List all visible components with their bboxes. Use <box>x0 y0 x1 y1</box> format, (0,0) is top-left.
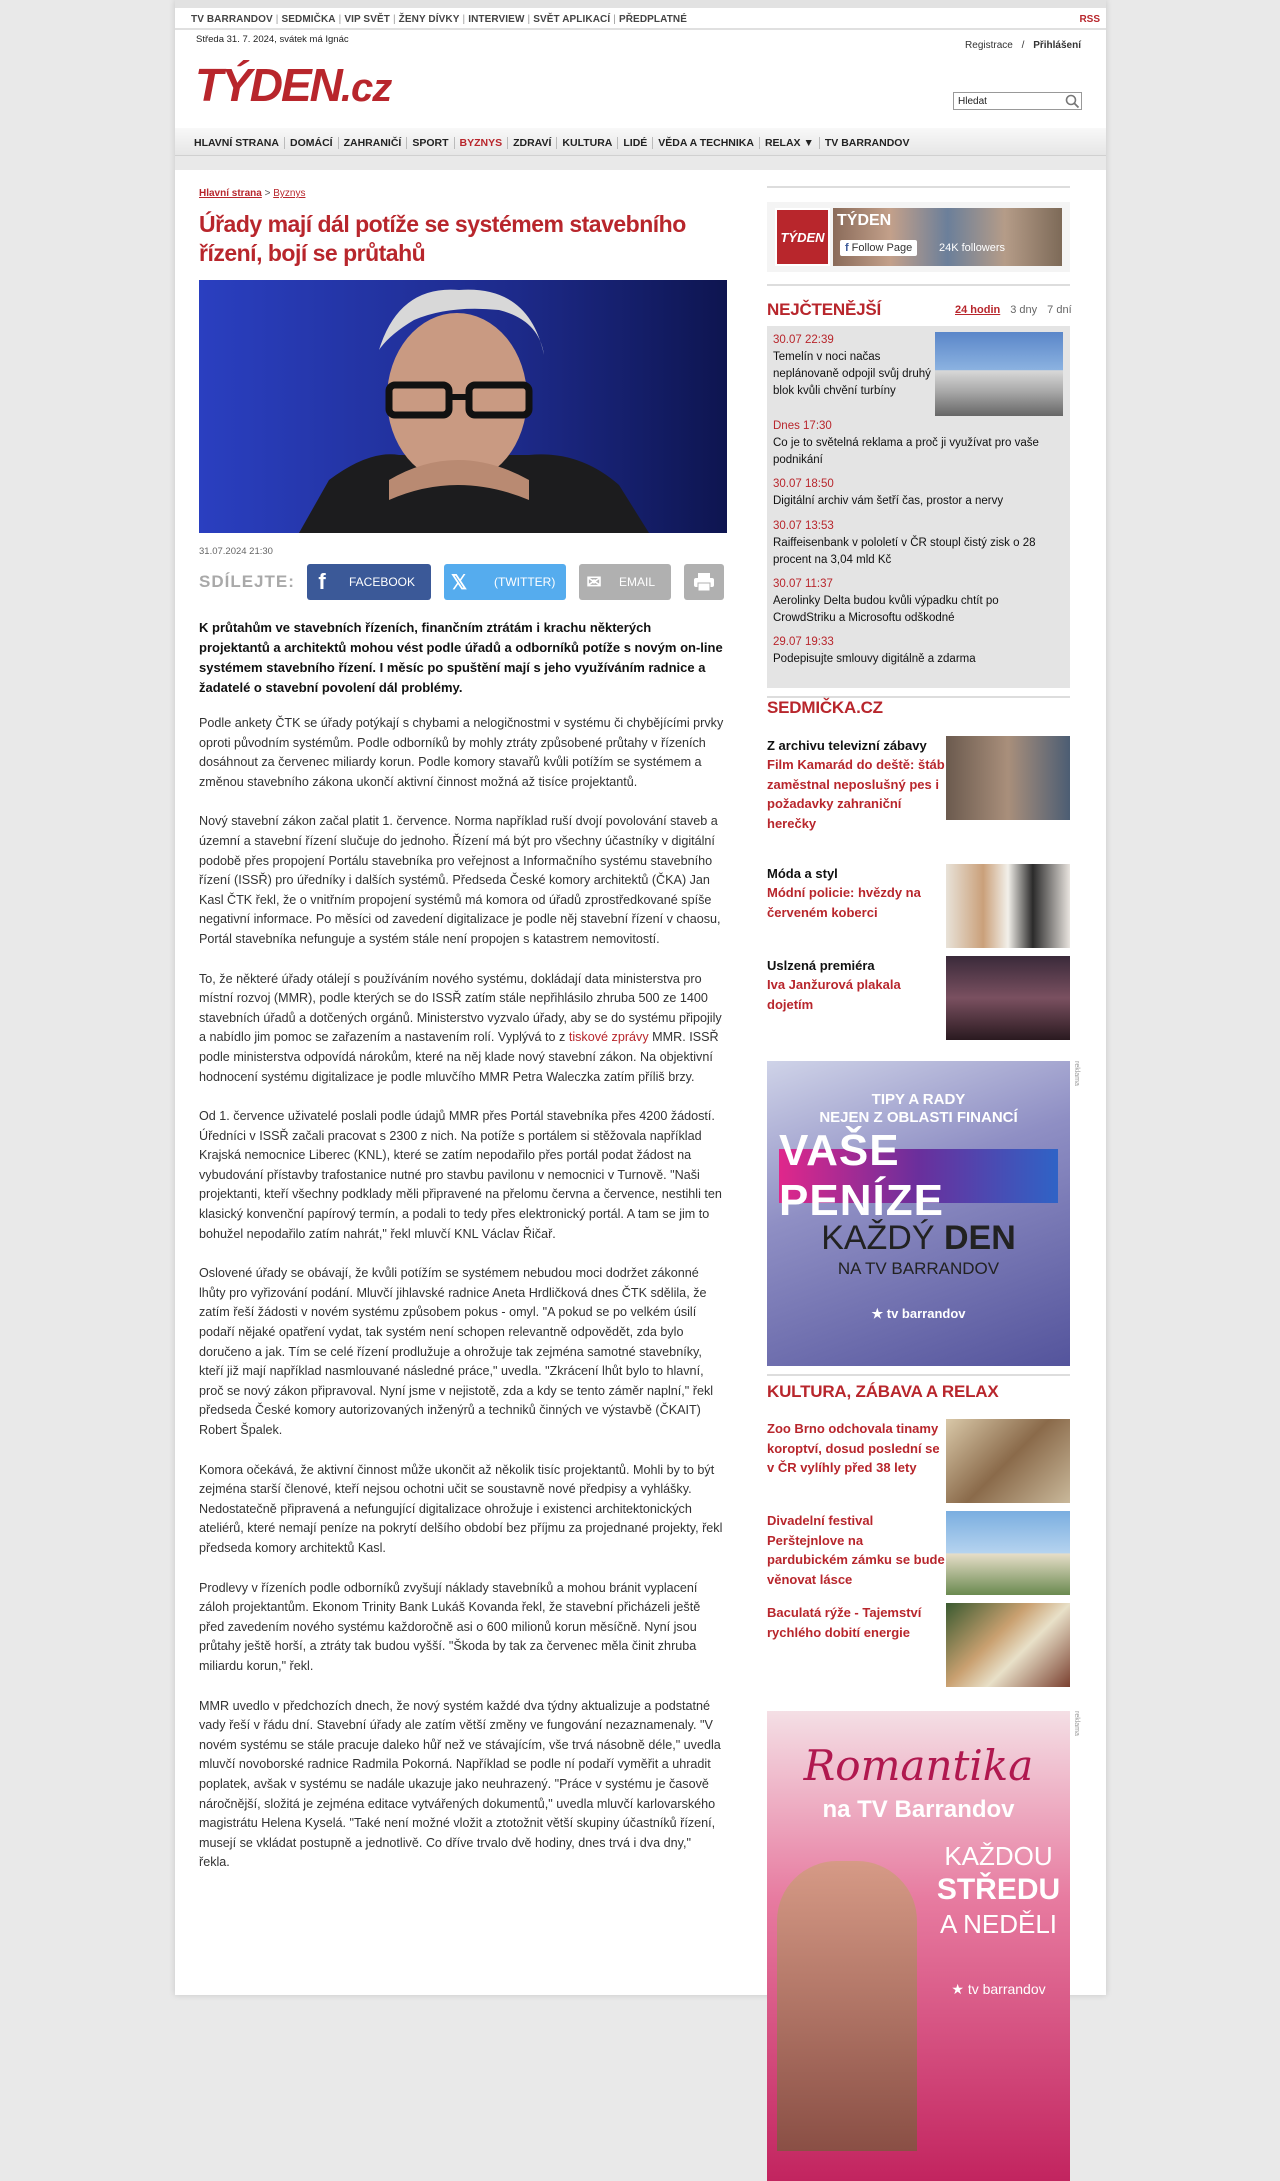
item-thumbnail <box>946 1511 1070 1595</box>
paragraph-text: To, že některé úřady otálejí s používáním nového systému, dokládají data ministerstva pro místní rozvoj (MMR), podle kterých se do ISSŘ zatím stále nepřihlásilo zhruba 500 ze 1400 stavebních úřadů a dotčených orgánů. Ministerstvo vyzvalo úřady, aby se do systému připojily a nabídlo jim pomoc se zařazením a nastavením rolí. Vyplývá to z <box>199 971 722 1045</box>
article-paragraph <box>199 970 725 1088</box>
ad-label: reklama <box>1073 1711 1080 1736</box>
item-title[interactable]: Iva Janžurová plakala dojetím <box>767 977 901 1012</box>
list-item[interactable] <box>773 576 1063 627</box>
article-paragraph: Podle ankety ČTK se úřady potýkají s chybami a nelogičnostmi v systému či chybějícími prvky oproti původním systémům. Podle odborníků by mohly ztráty způsobené průtahy v řízeních dosáhnout za červenec miliardy korun. Podle komory stavařů kvůli potížím se systémem a změnou stavebního zákona ukončí aktivní činnost možná až tisíce projektantů. <box>199 716 724 789</box>
item-title[interactable]: Film Kamarád do deště: štáb zaměstnal neposlušný pes i požadavky zahraniční herečky <box>767 757 945 831</box>
sidebar-divider <box>767 1374 1070 1376</box>
nav-item-people[interactable]: LIDÉ <box>618 137 653 149</box>
ad-text: A NEDĚLI <box>939 1909 1058 1939</box>
nav-item-domestic[interactable]: DOMÁCÍ <box>285 137 339 149</box>
logo-text: TÝDEN <box>195 59 341 111</box>
list-item[interactable] <box>767 1511 1070 1595</box>
breadcrumb <box>199 188 305 199</box>
most-read-tabs <box>945 304 1072 316</box>
date-nameday: Středa 31. 7. 2024, svátek má Ignác <box>196 34 349 45</box>
portrait-image <box>199 280 727 533</box>
top-link[interactable]: SVĚT APLIKACÍ <box>533 14 611 25</box>
item-thumbnail <box>946 1603 1070 1687</box>
ad-headline: VAŠE PENÍZE <box>779 1149 1058 1203</box>
ad-text: Romantika <box>803 1741 1034 1790</box>
item-category: Móda a styl <box>767 866 838 881</box>
x-icon: 𝕏 <box>450 571 468 594</box>
nav-shadow <box>175 156 1106 170</box>
item-time: 30.07 18:50 <box>773 478 834 490</box>
list-item[interactable] <box>767 1603 1070 1687</box>
item-title: Podepisujte smlouvy digitálně a zdarma <box>773 653 976 665</box>
item-title: Digitální archiv vám šetří čas, prostor a nervy <box>773 495 1004 507</box>
item-title: Co je to světelná reklama a proč ji využívat pro vaše podnikání <box>773 437 1039 466</box>
main-nav <box>175 128 1106 156</box>
envelope-icon: ✉ <box>586 571 602 592</box>
item-title: Raiffeisenbank v pololetí v ČR stoupl čistý zisk o 28 procent na 3,04 mld Kč <box>773 537 1036 566</box>
share-email-button[interactable] <box>579 564 671 600</box>
ad-text: STŘEDU <box>936 1873 1061 1906</box>
tab-3d[interactable]: 3 dny <box>1010 304 1038 316</box>
top-link[interactable]: VIP SVĚT <box>344 14 390 25</box>
ad-text: DEN <box>944 1219 1016 1257</box>
follow-label: Follow Page <box>851 242 913 254</box>
article-perex: K průtahům ve stavebních řízeních, finančním ztrátám i krachu některých projektantů a architektů mohou vést podle úřadů a odborníků potíže s novým on-line systémem stavebního řízení. I měsíc po spuštění mají s jeho využíváním radnice a žadatelé o stavební povolení dál problémy. <box>199 620 723 695</box>
most-read-heading: NEJČTENĚJŠÍ <box>767 300 882 319</box>
facebook-icon: f <box>318 569 326 594</box>
nav-item-relax[interactable]: RELAX ▼ <box>760 137 820 149</box>
article-paragraph: Oslovené úřady se obávají, že kvůli potížím se systémem nebudou moci dodržet zákonné lhůty pro vyřizování podání. Mluvčí jihlavské radnice Aneta Hrdličková dnes ČTK sdělila, že zatím řeší žádosti v novém systému způsobem pokus - omyl. "A pokud se po velkém úsilí podaří nějaké opatření vydat, tak systém není schopen relevantně odpovědět, zda bylo doručeno a jak. Tím se celé řízení prodlužuje a ohrožuje tak zejména samotné stavebníky, kteří již mají například nasmlouvané následné práce," uvedla. "Zkrácení lhůt bylo to hlavní, proč se nový zákon připravoval. Nyní jsme v nejistotě, zda a kdy se tento záměr naplní," řekl předseda České komory autorizovaných inženýrů a techniků činných ve výstavbě (ČKAIT) Robert Špalek. <box>199 1266 714 1437</box>
sidebar-divider <box>767 284 1070 286</box>
item-category: Uslzená premiéra <box>767 958 875 973</box>
article-paragraph: MMR uvedlo v předchozích dnech, že nový systém každé dva týdny aktualizuje a podstatné vady řeší v řádu dní. Stavební úřady ale zatím větší změny ve fungování nezaznamenaly. "V novém systému se stále pracuje daleko hůř než ve stávajícím, vše trvá násobně déle," uvedla mluvčí novoborské radnice Radmila Pokorná. Například se podle ní podaří vyměřit a uhradit poplatek, avšak v systému se nadále ukazuje jako neuhrazený. "Práce v systému je časově náročnější, složitá je zejména editace vytvářených dokumentů," uvedla mluvčí karlovarského magistrátu Helena Kyselá. "Také není možné vložit a ztotožnit větší skupiny účastníků řízení, musejí se vkládat postupně a jednotlivě. Co dříve trvalo dvě hodiny, dnes trvá i dva dny," řekla. <box>199 1698 721 1870</box>
sedmicka-heading: SEDMIČKA.CZ <box>767 698 883 717</box>
nav-item-culture[interactable]: KULTURA <box>557 137 618 149</box>
article-body <box>199 714 725 1893</box>
ad-label: reklama <box>1073 1061 1080 1086</box>
print-button[interactable] <box>684 564 724 600</box>
item-thumbnail <box>935 332 1063 416</box>
page <box>175 0 1106 1995</box>
item-category: Z archivu televizní zábavy <box>767 738 927 753</box>
facebook-follow-button[interactable] <box>840 240 917 256</box>
item-title: Aerolinky Delta budou kvůli výpadku chtít po CrowdStriku a Microsoftu odškodné <box>773 595 999 624</box>
top-link[interactable]: PŘEDPLATNÉ <box>618 14 687 25</box>
facebook-icon: f <box>845 242 849 254</box>
tab-24h[interactable]: 24 hodin <box>955 304 1001 316</box>
rss-link[interactable]: RSS <box>1079 14 1100 25</box>
couple-image <box>777 1861 917 2151</box>
ad-text: KAŽDOU <box>944 1841 1053 1871</box>
share-facebook-button[interactable] <box>307 564 431 600</box>
article-paragraph: Prodlevy v řízeních podle odborníků zvyšují náklady stavebníků a mohou bránit vyplacení záloh projektantům. Ekonom Trinity Bank Lukáš Kovanda řekl, že stavební přicházeli ještě před zavedením nového systému každoročně asi o 600 milionů korun měsíčně. Nyní jsou průtahy ještě horší, a ztráty tak budou vyšší. "Škoda by tak za červenec měla činit zhruba miliardu korun," řekl. <box>199 1580 701 1673</box>
article-photo <box>199 280 727 533</box>
breadcrumb-home[interactable]: Hlavní strana <box>199 188 262 199</box>
top-link[interactable]: TV BARRANDOV <box>191 14 273 25</box>
tv-barrandov-logo: ★ tv barrandov <box>871 1306 966 1321</box>
top-link[interactable]: ŽENY DÍVKY <box>398 14 460 25</box>
site-logo[interactable] <box>195 59 392 111</box>
nav-item-foreign[interactable]: ZAHRANIČÍ <box>339 137 408 149</box>
logo-tld: .cz <box>340 66 392 110</box>
nav-item-sport[interactable]: SPORT <box>407 137 454 149</box>
login-separator: / <box>1021 40 1025 51</box>
nav-item-health[interactable]: ZDRAVÍ <box>508 137 557 149</box>
top-links-bar <box>175 0 1106 30</box>
item-title[interactable]: Divadelní festival Perštejnlove na pardubickém zámku se bude věnovat lásce <box>767 1513 945 1587</box>
article-title: Úřady mají dál potíže se systémem stavebního řízení, bojí se průtahů <box>199 211 686 266</box>
item-time: 30.07 11:37 <box>773 578 833 590</box>
top-link[interactable]: SEDMIČKA <box>281 14 336 25</box>
search-input[interactable] <box>953 92 1082 110</box>
share-x-label: (TWITTER) <box>494 575 556 589</box>
ad-brand: tv barrandov <box>886 1306 966 1321</box>
tv-barrandov-logo: ★ tv barrandov <box>951 1981 1046 1997</box>
article-paragraph: Komora očekává, že aktivní činnost může ukončit až několik tisíc projektantů. Mohli by to být zejména starší členové, kteří nejsou ochotni učit se soustavně nové předpisy a vyhlášky. Nedostatečně připravená a nefungující digitalizace ohrožuje i existenci architektonických ateliérů, které nemají peníze na pokrytí delšího období bez příjmu za projednané projekty, řekl předseda komory architektů Kasl. <box>199 1462 723 1555</box>
ad-brand: tv barrandov <box>967 1981 1046 1997</box>
ad-text: NA TV BARRANDOV <box>837 1259 1000 1278</box>
facebook-followers: 24K followers <box>939 242 1006 254</box>
item-time: Dnes 17:30 <box>773 420 832 432</box>
item-title[interactable]: Baculatá rýže - Tajemství rychlého dobití energie <box>767 1605 922 1640</box>
list-item[interactable] <box>773 332 1063 400</box>
breadcrumb-separator: > <box>264 188 271 199</box>
list-item[interactable] <box>767 1419 1070 1503</box>
facebook-page-name[interactable]: TÝDEN <box>837 212 892 229</box>
breadcrumb-section[interactable]: Byznys <box>273 188 306 199</box>
item-thumbnail <box>946 1419 1070 1503</box>
item-thumbnail <box>946 956 1070 1040</box>
login-links <box>965 40 1081 51</box>
item-time: 29.07 19:33 <box>773 636 834 648</box>
ad-text: NEJEN Z OBLASTI FINANCÍ <box>819 1109 1018 1126</box>
printer-icon <box>693 572 715 592</box>
article-paragraph: Od 1. července uživatelé poslali podle údajů MMR přes Portál stavebníka přes 4200 žádostí. Úředníci v ISSŘ začali pracovat s 2300 z nich. Na potíže s portálem si stěžovala například Krajská nemocnice Liberec (KNL), které se zatím nepodařilo přes portál podat žádost na vybudování přístavby trafostanice nutné pro stavbu pavilonu v nemocnici v Turnově. "Naši projektanti, kteří všechny podklady měli připravené na přelomu června a července, nestihli ten klasický konvenční papírový termín, a podali to tedy přes elektronický portál. A tam se jim to bohužel nepodařilo zatím nahrát," řekl mluvčí KNL Václav Řičař. <box>199 1109 722 1241</box>
item-title: Temelín v noci načas neplánovaně odpojil svůj druhý blok kvůli chvění turbíny <box>773 351 931 397</box>
ad-text: KAŽDÝ <box>821 1219 935 1257</box>
register-link[interactable]: Registrace <box>965 40 1013 51</box>
item-title[interactable]: Módní policie: hvězdy na červeném koberci <box>767 885 921 920</box>
share-email-label: EMAIL <box>619 575 656 589</box>
tab-7d[interactable]: 7 dní <box>1047 304 1072 316</box>
nav-item-home[interactable]: HLAVNÍ STRANA <box>194 137 285 149</box>
share-x-button[interactable] <box>444 564 566 600</box>
nav-item-business[interactable]: BYZNYS <box>455 137 509 149</box>
share-label: SDÍLEJTE: <box>199 572 295 591</box>
nav-item-tv-barrandov[interactable]: TV BARRANDOV <box>824 137 910 149</box>
article-paragraph: Nový stavební zákon začal platit 1. července. Norma například ruší dvojí povolování staveb a územní a stavební řízení slučuje do jednoho. Řízení má být pro všechny účastníky v digitální podobě přes propojení Portálu stavebníka pro veřejnost a Informačního systému stavebního řízení (ISSŘ) pro úředníky i dalších systémů. Předseda České komory architektů (ČKA) Jan Kasl ČTK řekl, že o vnitřním propojení systémů má komora od úřadů zprostředkované spíše negativní informace. Po měsíci od zavedení digitalizace je podle něj stavební řízení v chaosu, Portál stavebníka nefunguje a systém stále není propojen s katastrem nemovitostí. <box>199 814 721 946</box>
share-facebook-label: FACEBOOK <box>349 575 416 589</box>
nav-item-science[interactable]: VĚDA A TECHNIKA <box>653 137 760 149</box>
list-item[interactable] <box>773 634 1063 668</box>
facebook-widget[interactable] <box>767 202 1070 272</box>
list-item[interactable] <box>773 476 1063 510</box>
item-time: 30.07 13:53 <box>773 520 834 532</box>
list-item[interactable] <box>773 518 1063 569</box>
culture-heading: KULTURA, ZÁBAVA A RELAX <box>767 1382 999 1401</box>
login-link[interactable]: Přihlášení <box>1033 40 1081 51</box>
most-read-list <box>767 326 1070 688</box>
paragraph-text: MMR. ISSŘ podle ministerstva odpovídá nárokům, které na něj klade nový stavební zákon. Na objektivní hodnocení systému digitalizace je podle mluvčího MMR Petra Waleczka zatím příliš brzy. <box>199 1030 719 1084</box>
publish-date: 31.07.2024 21:30 <box>199 546 273 557</box>
item-thumbnail <box>946 864 1070 948</box>
advertisement-banner[interactable] <box>767 1061 1080 1366</box>
list-item[interactable] <box>773 418 1063 469</box>
item-time: 30.07 22:39 <box>773 334 834 346</box>
press-release-link[interactable]: tiskové zprávy <box>568 1030 649 1045</box>
ad-text: na TV Barrandov <box>822 1796 1015 1823</box>
ad-text: TIPY A RADY <box>871 1091 966 1108</box>
search-icon[interactable] <box>1064 93 1080 109</box>
sidebar-divider <box>767 186 1070 188</box>
item-title[interactable]: Zoo Brno odchovala tinamy koroptví, dosud poslední se v ČR vylíhly před 38 lety <box>767 1421 940 1475</box>
advertisement-banner[interactable] <box>767 1711 1080 2181</box>
top-links: TV BARRANDOV | SEDMIČKA | VIP SVĚT | ŽENY DÍVKY | INTERVIEW | SVĚT APLIKACÍ | PŘEDPLATNÉ <box>191 14 687 25</box>
facebook-page-thumb: TÝDEN <box>775 208 830 266</box>
top-link[interactable]: INTERVIEW <box>468 14 525 25</box>
item-thumbnail <box>946 736 1070 820</box>
